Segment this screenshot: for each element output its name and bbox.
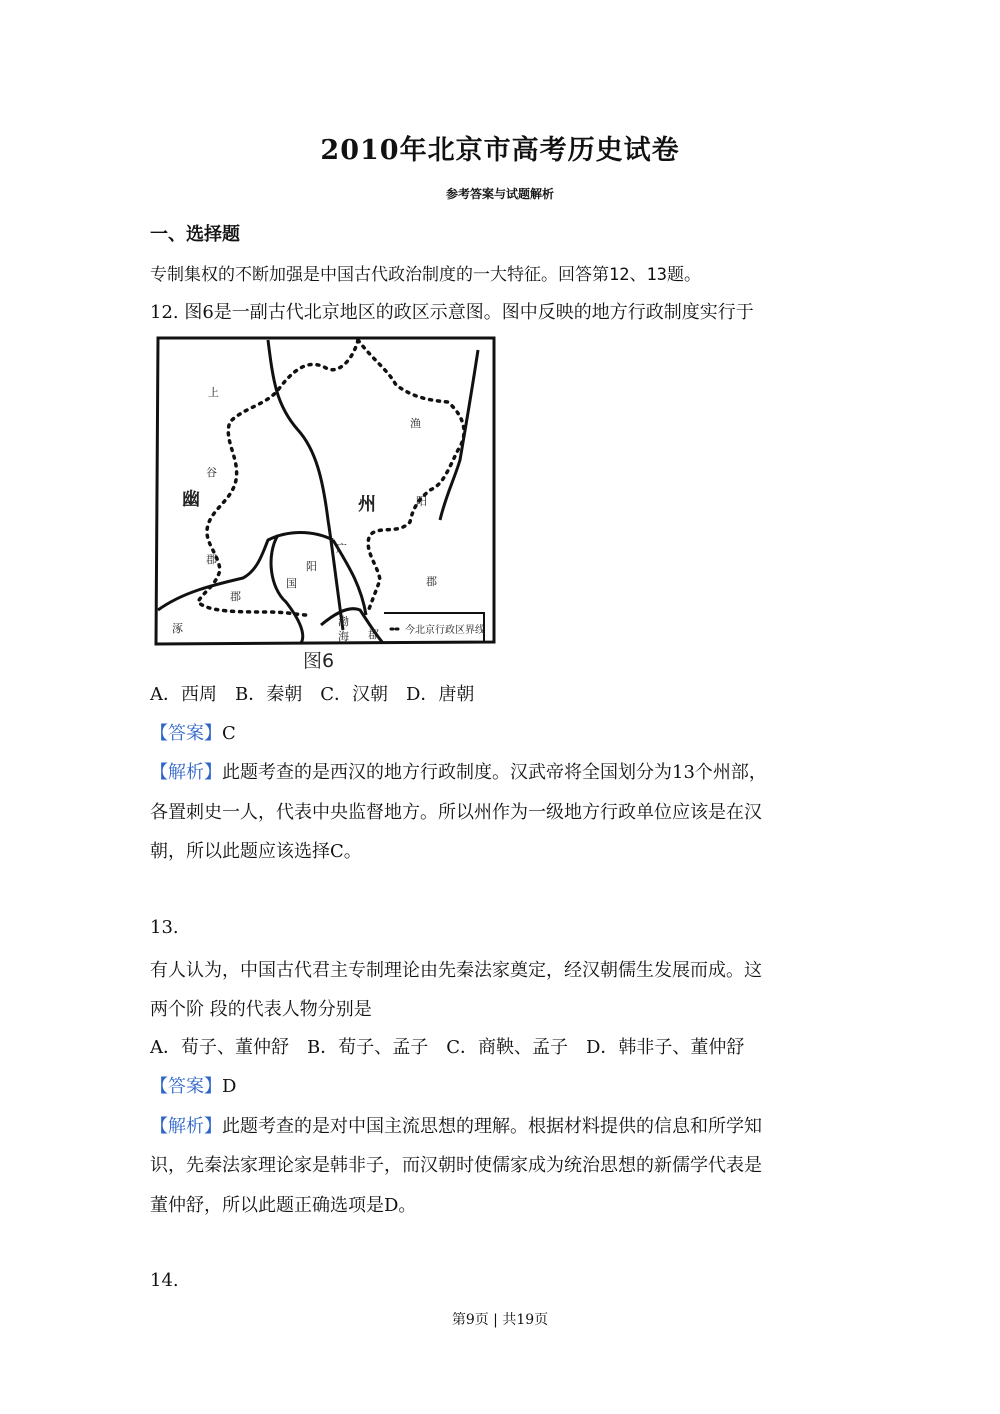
map-label-zhuo: 涿 — [172, 622, 183, 635]
q12-answer — [150, 719, 236, 745]
page-subtitle: 参考答案与试题解析 — [445, 187, 554, 201]
boundary-dotted — [358, 340, 464, 612]
q13-number: 13. — [150, 917, 179, 938]
boundary-solid — [440, 350, 478, 520]
analysis-text: 此题考查的是西汉的地方行政制度。汉武帝将全国划分为13个州部， — [222, 762, 767, 783]
q13-options: A．荀子、董仲舒 B．荀子、孟子 C．商鞅、孟子 D．韩非子、董仲舒 — [150, 1037, 745, 1058]
answer-tag: 【答案】 — [150, 1076, 222, 1097]
q12-stem: 12. 图6是一副古代北京地区的政区示意图。图中反映的地方行政制度实行于 — [150, 302, 754, 323]
map-label-gu: 谷 — [206, 466, 217, 479]
q13-stem-line: 两个阶 段的代表人物分别是 — [150, 999, 372, 1020]
map-label-bo: 渤 — [338, 615, 349, 628]
q14-number: 14. — [150, 1270, 179, 1291]
answer-tag: 【答案】 — [150, 723, 222, 744]
map-label-you: 幽 — [182, 489, 200, 510]
q12-analysis-line: 朝，所以此题应该选择C。 — [150, 841, 362, 862]
page-title: 2010年北京市高考历史试卷 — [320, 135, 680, 166]
q12-options: A．西周 B．秦朝 C．汉朝 D．唐朝 — [150, 684, 475, 705]
map-label-shang: 上 — [208, 386, 219, 399]
analysis-text: 此题考查的是对中国主流思想的理解。根据材料提供的信息和所学知 — [222, 1116, 762, 1137]
map-label-jun4: 郡 — [368, 628, 379, 641]
map-label-jun2: 郡 — [230, 590, 241, 603]
boundary-solid — [268, 340, 343, 630]
map-label-yu: 渔 — [410, 417, 421, 430]
analysis-tag: 【解析】 — [150, 1116, 222, 1137]
answer-value: D — [222, 1076, 237, 1097]
map-label-jun1: 郡 — [206, 553, 217, 566]
section-heading: 一、选择题 — [150, 224, 240, 245]
q13-analysis-line: 董仲舒，所以此题正确选项是D。 — [150, 1195, 417, 1216]
map-label-zhou: 州 — [358, 494, 376, 515]
map-label-hai: 海 — [338, 630, 349, 643]
q12-analysis-line — [150, 758, 767, 784]
answer-value: C — [222, 723, 236, 744]
map-label-yang1: 阳 — [416, 495, 427, 508]
map-label-jun3: 郡 — [426, 575, 437, 588]
q12-analysis-line: 各置刺史一人，代表中央监督地方。所以州作为一级地方行政单位应该是在汉 — [150, 802, 762, 823]
map-label-guang: 广 — [336, 542, 347, 555]
intro-text: 专制集权的不断加强是中国古代政治制度的一大特征。回答第12、13题。 — [150, 265, 701, 285]
page-footer: 第9页 | 共19页 — [451, 1312, 549, 1328]
q13-stem-line: 有人认为，中国古代君主专制理论由先秦法家奠定，经汉朝儒生发展而成。这 — [150, 960, 762, 981]
q13-analysis-line: 识，先秦法家理论家是韩非子，而汉朝时使儒家成为统治思想的新儒学代表是 — [150, 1155, 762, 1176]
analysis-tag: 【解析】 — [150, 762, 222, 783]
map-figure-6 — [148, 330, 508, 675]
map-label-yang2: 阳 — [306, 560, 317, 573]
map-label-guo: 国 — [286, 577, 297, 590]
q13-analysis-line — [150, 1112, 762, 1138]
map-legend-label: 今北京行政区界线 — [405, 625, 485, 636]
map-caption: 图6 — [303, 650, 335, 672]
q13-answer — [150, 1072, 236, 1098]
